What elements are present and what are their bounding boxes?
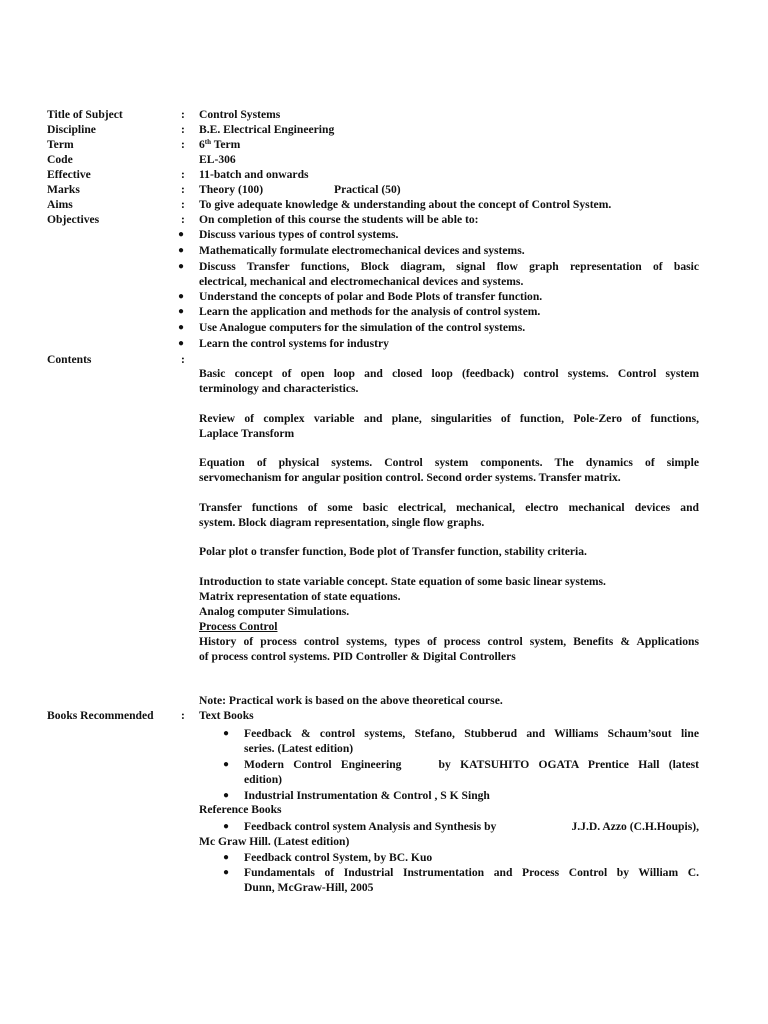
text-book-item [0, 757, 768, 788]
bullet-icon: ● [223, 867, 230, 878]
contents-paragraph [199, 411, 699, 441]
field-effective [0, 167, 768, 183]
field-label: Objectives [47, 213, 100, 226]
paragraph-line: History of process control systems, types of process control system, Benefits & Applications [199, 635, 699, 648]
reference-book-item [0, 850, 768, 866]
book-text-line: Dunn, McGraw-Hill, 2005 [244, 881, 374, 894]
text-book-item [0, 726, 768, 757]
book-text-line: Modern Control Engineering by KATSUHITO OGATA Prentice Hall (latest [244, 758, 699, 771]
field-colon: : [181, 709, 185, 722]
note-text: Note: Practical work is based on the above theoretical course. [199, 694, 503, 707]
bullet-icon: ● [223, 759, 230, 770]
field-colon: : [181, 138, 185, 151]
field-colon: : [181, 108, 185, 121]
paragraph-line: of process control systems. PID Controller & Digital Controllers [199, 650, 516, 663]
paragraph-line: Transfer functions of some basic electrical, mechanical, electro mechanical devices and [199, 501, 699, 514]
paragraph-line: Review of complex variable and plane, singularities of function, Pole-Zero of functions, [199, 412, 699, 425]
paragraph-line: Introduction to state variable concept. State equation of some basic linear systems. [199, 575, 606, 588]
practical-note [199, 693, 699, 708]
field-value-practical: Practical (50) [334, 183, 401, 196]
field-books-recommended [0, 708, 768, 724]
reference-book-item [0, 865, 768, 896]
field-colon: : [181, 183, 185, 196]
bullet-icon: ● [223, 790, 230, 801]
field-label: Code [47, 153, 73, 166]
field-label: Title of Subject [47, 108, 123, 121]
objective-item [0, 289, 768, 305]
field-value: B.E. Electrical Engineering [199, 123, 335, 136]
term-suffix: th [204, 138, 212, 146]
field-aims [0, 197, 768, 213]
field-value: EL-306 [199, 153, 236, 166]
paragraph-line: Polar plot o transfer function, Bode plot of Transfer function, stability criteria. [199, 545, 587, 558]
bullet-icon: ● [178, 322, 185, 333]
bullet-icon: ● [223, 728, 230, 739]
objective-text: Understand the concepts of polar and Bode Plots of transfer function. [199, 290, 543, 303]
reference-books-heading: Reference Books [199, 803, 282, 816]
field-label: Contents [47, 353, 92, 366]
book-text: Feedback control system Analysis and Synthesis by [244, 820, 497, 833]
field-value: On completion of this course the students will be able to: [199, 213, 479, 226]
field-term [0, 137, 768, 153]
bullet-icon: ● [178, 338, 185, 349]
field-label: Aims [47, 198, 73, 211]
field-label: Effective [47, 168, 91, 181]
book-text [244, 726, 699, 756]
paragraph-line: terminology and characteristics. [199, 382, 359, 395]
paragraph-line: Matrix representation of state equations. [199, 590, 401, 603]
field-colon: : [181, 353, 185, 366]
objective-item [0, 304, 768, 320]
bullet-icon: ● [178, 306, 185, 317]
field-objectives [0, 212, 768, 228]
contents-paragraph [199, 455, 699, 485]
contents-paragraph [199, 544, 699, 559]
field-label: Term [47, 138, 74, 151]
book-text: Mc Graw Hill. (Latest edition) [199, 835, 350, 848]
paragraph-line: system. Block diagram representation, single flow graphs. [199, 516, 485, 529]
bullet-icon: ● [223, 852, 230, 863]
bullet-icon: ● [178, 291, 185, 302]
paragraph-line: Laplace Transform [199, 427, 295, 440]
book-text [244, 757, 699, 787]
book-text-line: Fundamentals of Industrial Instrumentation and Process Control by William C. [244, 866, 699, 879]
objective-item [0, 336, 768, 352]
book-text-line: series. (Latest edition) [244, 742, 354, 755]
field-value: 11-batch and onwards [199, 168, 309, 181]
book-text: Industrial Instrumentation & Control , S K Singh [244, 789, 490, 802]
field-value [199, 137, 240, 152]
book-text [244, 865, 699, 895]
process-control-heading: Process Control [199, 620, 278, 633]
bullet-icon: ● [223, 821, 230, 832]
objective-item [0, 259, 768, 290]
objective-text: Mathematically formulate electromechanical devices and systems. [199, 244, 525, 257]
reference-book-continuation [0, 834, 768, 850]
objective-item [0, 243, 768, 259]
field-colon: : [181, 123, 185, 136]
field-title-of-subject [0, 107, 768, 123]
field-value: Theory (100) [199, 183, 264, 196]
reference-book-item [0, 819, 768, 835]
bullet-icon: ● [178, 261, 185, 272]
book-author: J.J.D. Azzo (C.H.Houpis), [571, 820, 699, 833]
objective-item [0, 227, 768, 243]
book-text-line: Feedback & control systems, Stefano, Stubberud and Williams Schaum’sout line [244, 727, 699, 740]
field-colon: : [181, 213, 185, 226]
paragraph-line: Basic concept of open loop and closed loop (feedback) control systems. Control system [199, 367, 699, 380]
objective-text: Learn the control systems for industry [199, 337, 389, 350]
term-word: Term [211, 138, 241, 151]
text-books-heading: Text Books [199, 709, 254, 722]
field-label: Discipline [47, 123, 96, 136]
paragraph-line: Equation of physical systems. Control system components. The dynamics of simple [199, 456, 699, 469]
objective-text [199, 259, 699, 289]
bullet-icon: ● [178, 229, 185, 240]
contents-paragraph [199, 500, 699, 530]
term-number: 6 [199, 138, 205, 151]
objective-text: Use Analogue computers for the simulation of the control systems. [199, 321, 526, 334]
book-text-line: edition) [244, 773, 283, 786]
bullet-icon: ● [178, 245, 185, 256]
objective-item [0, 320, 768, 336]
field-colon: : [181, 168, 185, 181]
contents-paragraph [199, 366, 699, 396]
field-discipline [0, 122, 768, 138]
field-marks [0, 182, 768, 198]
objective-text-line: electrical, mechanical and electromechanical devices and systems. [199, 275, 524, 288]
book-text: Feedback control System, by BC. Kuo [244, 851, 433, 864]
field-label: Books Recommended [47, 709, 154, 722]
objective-text: Discuss various types of control systems. [199, 228, 399, 241]
field-code [0, 152, 768, 168]
field-value: To give adequate knowledge & understanding about the concept of Control System. [199, 198, 612, 211]
field-colon: : [181, 198, 185, 211]
field-value: Control Systems [199, 108, 281, 121]
contents-paragraph [199, 574, 699, 664]
paragraph-line: Analog computer Simulations. [199, 605, 350, 618]
field-label: Marks [47, 183, 80, 196]
objective-text-line: Discuss Transfer functions, Block diagram, signal flow graph representation of basic [199, 260, 699, 273]
reference-books-heading-row [0, 802, 768, 818]
paragraph-line: servomechanism for angular position control. Second order systems. Transfer matrix. [199, 471, 621, 484]
objective-text: Learn the application and methods for the analysis of control system. [199, 305, 541, 318]
